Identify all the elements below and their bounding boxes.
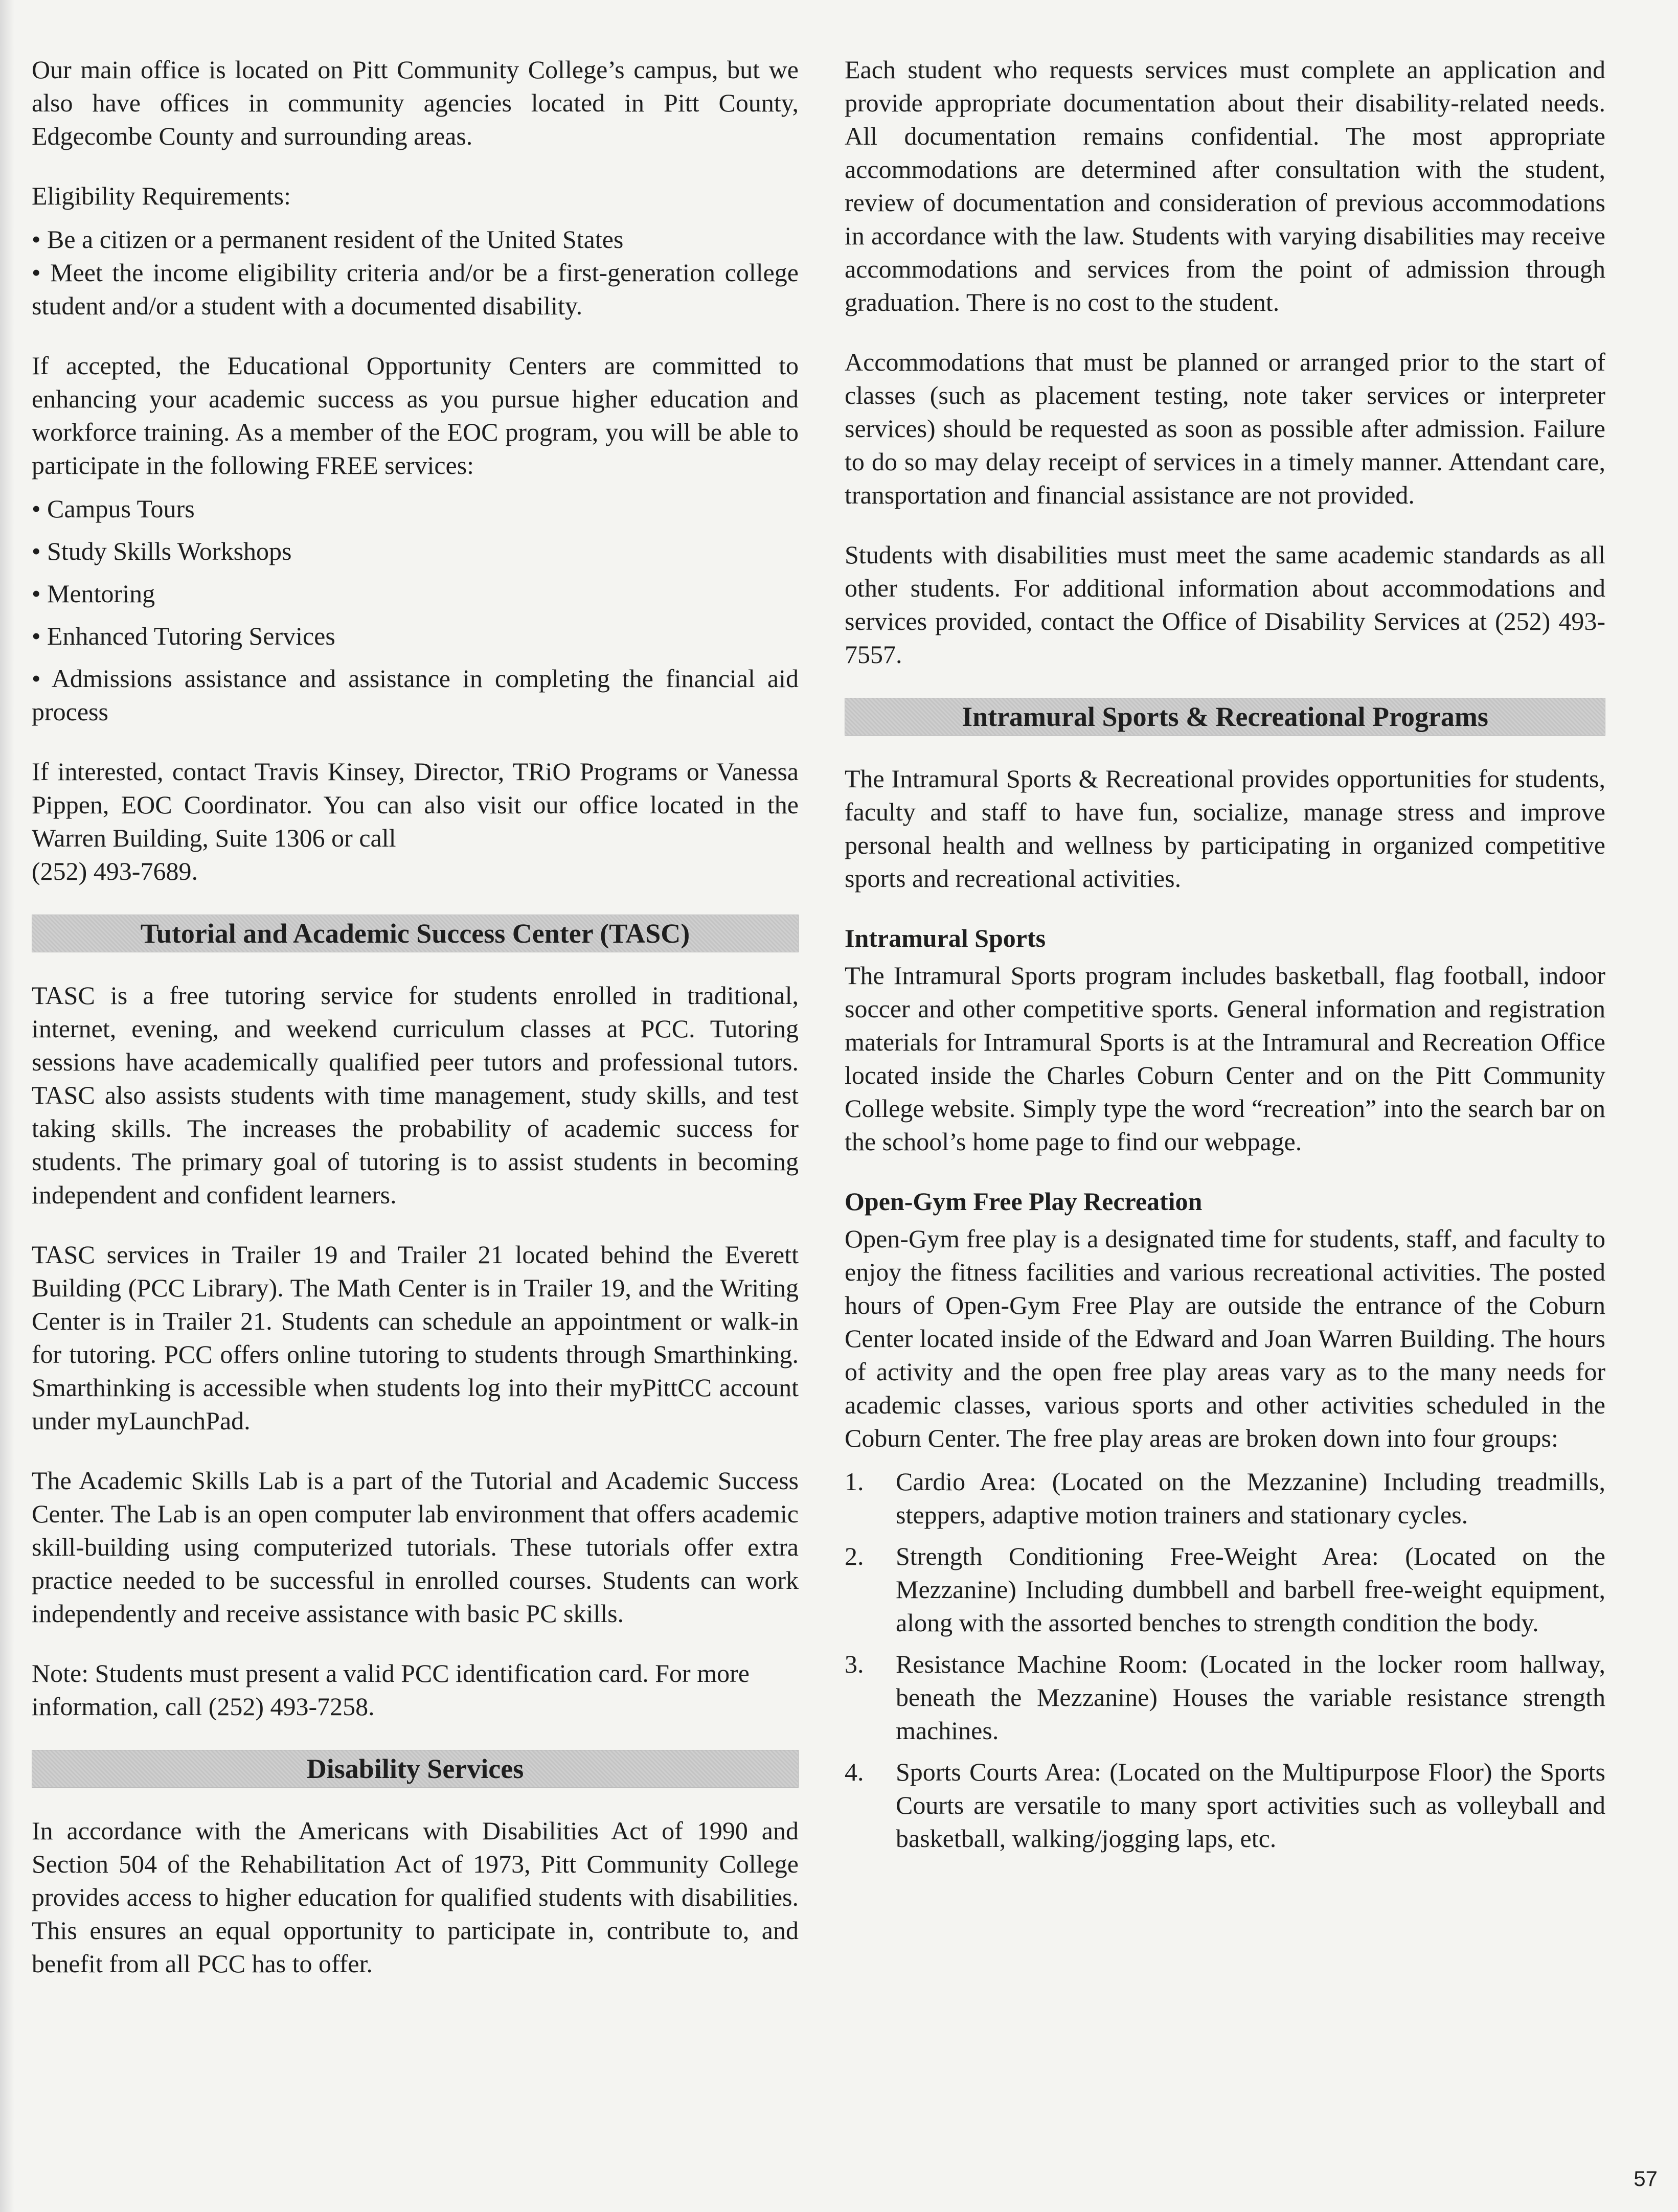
list-item-number: 2. [845, 1542, 864, 1570]
disability-section-title: Disability Services [306, 1753, 524, 1784]
disability-section-header [32, 1750, 799, 1788]
right-column [845, 53, 1605, 1863]
eoc-intro-paragraph: Our main office is located on Pitt Community College’s campus, but we also have offices in community agencies located in Pitt County, Edgecombe County and surrounding areas. [32, 55, 799, 150]
sports-intro-paragraph: The Intramural Sports & Recreational provides opportunities for students, faculty and staff to have fun, socialize, manage stress and improve personal health and wellness by participating in organized competitive sports and recreational activities. [845, 764, 1605, 893]
list-item-number: 4. [845, 1758, 864, 1786]
tasc-section-title: Tutorial and Academic Success Center (TASC) [140, 918, 690, 949]
page-edge-shadow [0, 0, 14, 2212]
play-area-list [845, 1465, 1605, 1855]
sports-section-title: Intramural Sports & Recreational Programs [962, 701, 1488, 732]
intramural-subheading: Intramural Sports [845, 924, 1046, 952]
tasc-paragraph-1: TASC is a free tutoring service for students enrolled in traditional, internet, evening, and weekend curriculum classes at PCC. Tutoring sessions have academically qualified peer tutors and professional tutors. TASC also assists students with time management, study skills, and test taking skills. The increases the probability of academic success for students. The primary goal of tutoring is to assist students in becoming independent and confident learners. [32, 981, 799, 1209]
opengym-paragraph: Open-Gym free play is a designated time for students, staff, and faculty to enjoy the fitness facilities and various recreational activities. The posted hours of Open-Gym Free Play are outside the entrance of the Coburn Center located inside of the Edward and Joan Warren Building. The hours of activity and the open free play areas vary as to the many needs for academic classes, various sports and other activities scheduled in the Coburn Center. The free play areas are broken down into four groups: [845, 1224, 1605, 1452]
intramural-paragraph: The Intramural Sports program includes basketball, flag football, indoor soccer and other competitive sports. General information and registration materials for Intramural Sports is at the Intramural and Recreation Office located inside the Charles Coburn Center and on the Pitt Community College website. Simply type the word “recreation” into the search bar on the school’s home page to find our webpage. [845, 961, 1605, 1156]
eligibility-item: • Meet the income eligibility criteria and/or be a first-generation college student and/or a student with a documented disability. [32, 258, 799, 320]
sports-section-header [845, 698, 1605, 736]
left-column [32, 53, 799, 1980]
disability-paragraph-1: In accordance with the Americans with Disabilities Act of 1990 and Section 504 of the Rehabilitation Act of 1973, Pitt Community College provides access to higher education for qualified students with disabilities. This ensures an equal opportunity to participate in, contribute to, and benefit from all PCC has to offer. [32, 1816, 799, 1978]
list-item-text: Resistance Machine Room: (Located in the locker room hallway, beneath the Mezzanine) Houses the variable resistance strength machines. [896, 1650, 1605, 1745]
tasc-paragraph-3: The Academic Skills Lab is a part of the Tutorial and Academic Success Center. The Lab is an open computer lab environment that offers academic skill-building using computerized tutorials. These tutorials offer extra practice needed to be successful in enrolled courses. Students can work independently and receive assistance with basic PC skills. [32, 1466, 799, 1628]
list-item-text: Strength Conditioning Free-Weight Area: (Located on the Mezzanine) Including dumbbell and barbell free-weight equipment, along with the assorted benches to strength condition the body. [896, 1542, 1605, 1637]
eoc-contact-paragraph: If interested, contact Travis Kinsey, Director, TRiO Programs or Vanessa Pippen, EOC Coordinator. You can also visit our office located in the Warren Building, Suite 1306 or call [32, 757, 799, 852]
disability-paragraph-3: Accommodations that must be planned or arranged prior to the start of classes (such as placement testing, note taker services or interpreter services) should be requested as soon as possible after admission. Failure to do so may delay receipt of services in a timely manner. Attendant care, transportation and financial assistance are not provided. [845, 348, 1605, 509]
eligibility-item: • Be a citizen or a permanent resident of the United States [32, 225, 624, 254]
service-item: • Enhanced Tutoring Services [32, 622, 335, 650]
list-item [845, 1755, 1605, 1855]
list-item-text: Cardio Area: (Located on the Mezzanine) Including treadmills, steppers, adaptive motion trainers and stationary cycles. [896, 1467, 1605, 1529]
service-item: • Admissions assistance and assistance in completing the financial aid process [32, 664, 799, 726]
eoc-contact-phone: (252) 493-7689. [32, 857, 198, 885]
disability-paragraph-2: Each student who requests services must complete an application and provide appropriate documentation about their disability-related needs. All documentation remains confidential. The most appropriate accommodations are determined after consultation with the student, review of documentation and consideration of previous accommodations in accordance with the law. Students with varying disabilities may receive accommodations and services from the point of admission through graduation. There is no cost to the student. [845, 55, 1605, 316]
service-item: • Campus Tours [32, 494, 195, 523]
tasc-section-header [32, 915, 799, 952]
list-item-number: 1. [845, 1467, 864, 1496]
eligibility-heading: Eligibility Requirements: [32, 181, 291, 210]
tasc-note: Note: Students must present a valid PCC identification card. For more information, call (252) 493-7258. [32, 1659, 750, 1721]
list-item [845, 1540, 1605, 1639]
service-item: • Study Skills Workshops [32, 537, 292, 565]
list-item [845, 1648, 1605, 1747]
list-item [845, 1465, 1605, 1532]
list-item-text: Sports Courts Area: (Located on the Multipurpose Floor) the Sports Courts are versatile to many sport activities such as volleyball and basketball, walking/jogging laps, etc. [896, 1758, 1605, 1853]
eoc-accepted-paragraph: If accepted, the Educational Opportunity Centers are committed to enhancing your academic success as you pursue higher education and workforce training. As a member of the EOC program, you will be able to participate in the following FREE services: [32, 351, 799, 480]
service-item: • Mentoring [32, 579, 155, 608]
opengym-subheading: Open-Gym Free Play Recreation [845, 1187, 1203, 1216]
tasc-paragraph-2: TASC services in Trailer 19 and Trailer 21 located behind the Everett Building (PCC Library). The Math Center is in Trailer 19, and the Writing Center is in Trailer 21. Students can schedule an appointment or walk-in for tutoring. PCC offers online tutoring to students through Smarthinking. Smarthinking is accessible when students log into their myPittCC account under myLaunchPad. [32, 1240, 799, 1435]
page-number: 57 [1634, 2167, 1658, 2191]
list-item-number: 3. [845, 1650, 864, 1678]
disability-paragraph-4: Students with disabilities must meet the same academic standards as all other students. For additional information about accommodations and services provided, contact the Office of Disability Services at (252) 493-7557. [845, 540, 1605, 669]
